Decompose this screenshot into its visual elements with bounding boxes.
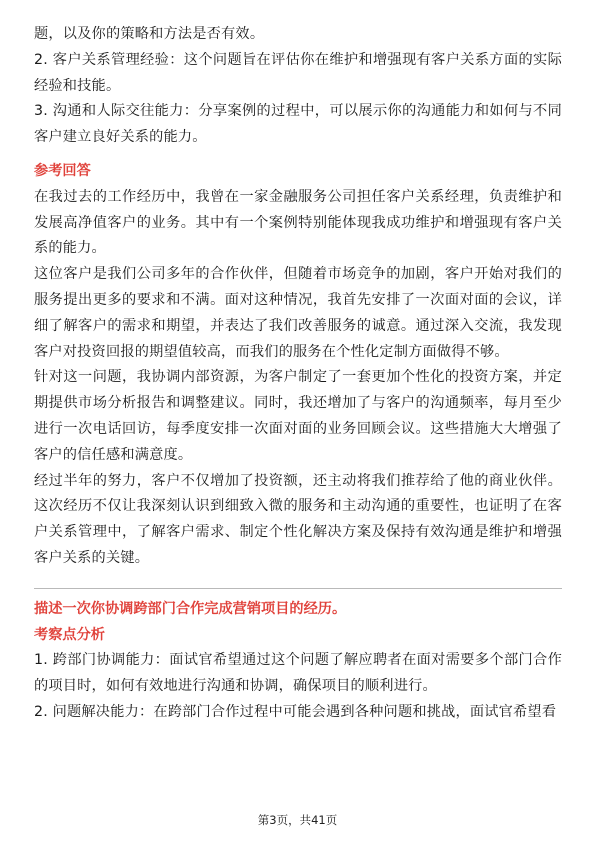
reference-answer-heading: 参考回答 [34,162,91,179]
point-problem-solving: 2. 问题解决能力：在跨部门合作过程中可能会遇到各种问题和挑战，面试官希望看 [34,703,557,720]
section-divider [34,588,562,589]
point-customer-relationship: 2. 客户关系管理经验：这个问题旨在评估你在维护和增强现有客户关系方面的实际经验和技能。 [34,51,562,94]
point-cross-department: 1. 跨部门协调能力：面试官希望通过这个问题了解应聘者在面对需要多个部门合作的项目时，如何有效地进行沟通和协调，确保项目的顺利进行。 [34,652,562,695]
answer-paragraph-3: 针对这一问题，我协调内部资源，为客户制定了一套更加个性化的投资方案，并定期提供市场分析报告和调整建议。同时，我还增加了与客户的沟通频率，每月至少进行一次电话回访，每季度安排一次面对面的业务回顾会议。这些措施大大增强了客户的信任感和满意度。 [34,369,562,463]
page-footer: 第3页，共41页 [257,813,338,827]
page-content [34,22,562,726]
continuation-text: 题，以及你的策略和方法是否有效。 [34,26,265,42]
answer-paragraph-2: 这位客户是我们公司多年的合作伙伴，但随着市场竞争的加剧，客户开始对我们的服务提出更多的要求和不满。面对这种情况，我首先安排了一次面对面的会议，详细了解客户的需求和期望，并表达了我们改善服务的诚意。通过深入交流，我发现客户对投资回报的期望值较高，而我们的服务在个性化定制方面做得不够。 [34,266,562,360]
question-title: 描述一次你协调跨部门合作完成营销项目的经历。 [34,600,347,617]
answer-paragraph-1: 在我过去的工作经历中，我曾在一家金融服务公司担任客户关系经理，负责维护和发展高净值客户的业务。其中有一个案例特别能体现我成功维护和增强现有客户关系的能力。 [34,188,562,257]
answer-paragraph-4: 经过半年的努力，客户不仅增加了投资额，还主动将我们推荐给了他的商业伙伴。这次经历不仅让我深刻认识到细致入微的服务和主动沟通的重要性，也证明了在客户关系管理中，了解客户需求、制定个性化解决方案及保持有效沟通是维护和增强客户关系的关键。 [34,472,562,566]
point-communication: 3. 沟通和人际交往能力：分享案例的过程中，可以展示你的沟通能力和如何与不同客户建立良好关系的能力。 [34,103,562,146]
analysis-heading: 考察点分析 [34,626,105,643]
spacer [34,151,562,159]
